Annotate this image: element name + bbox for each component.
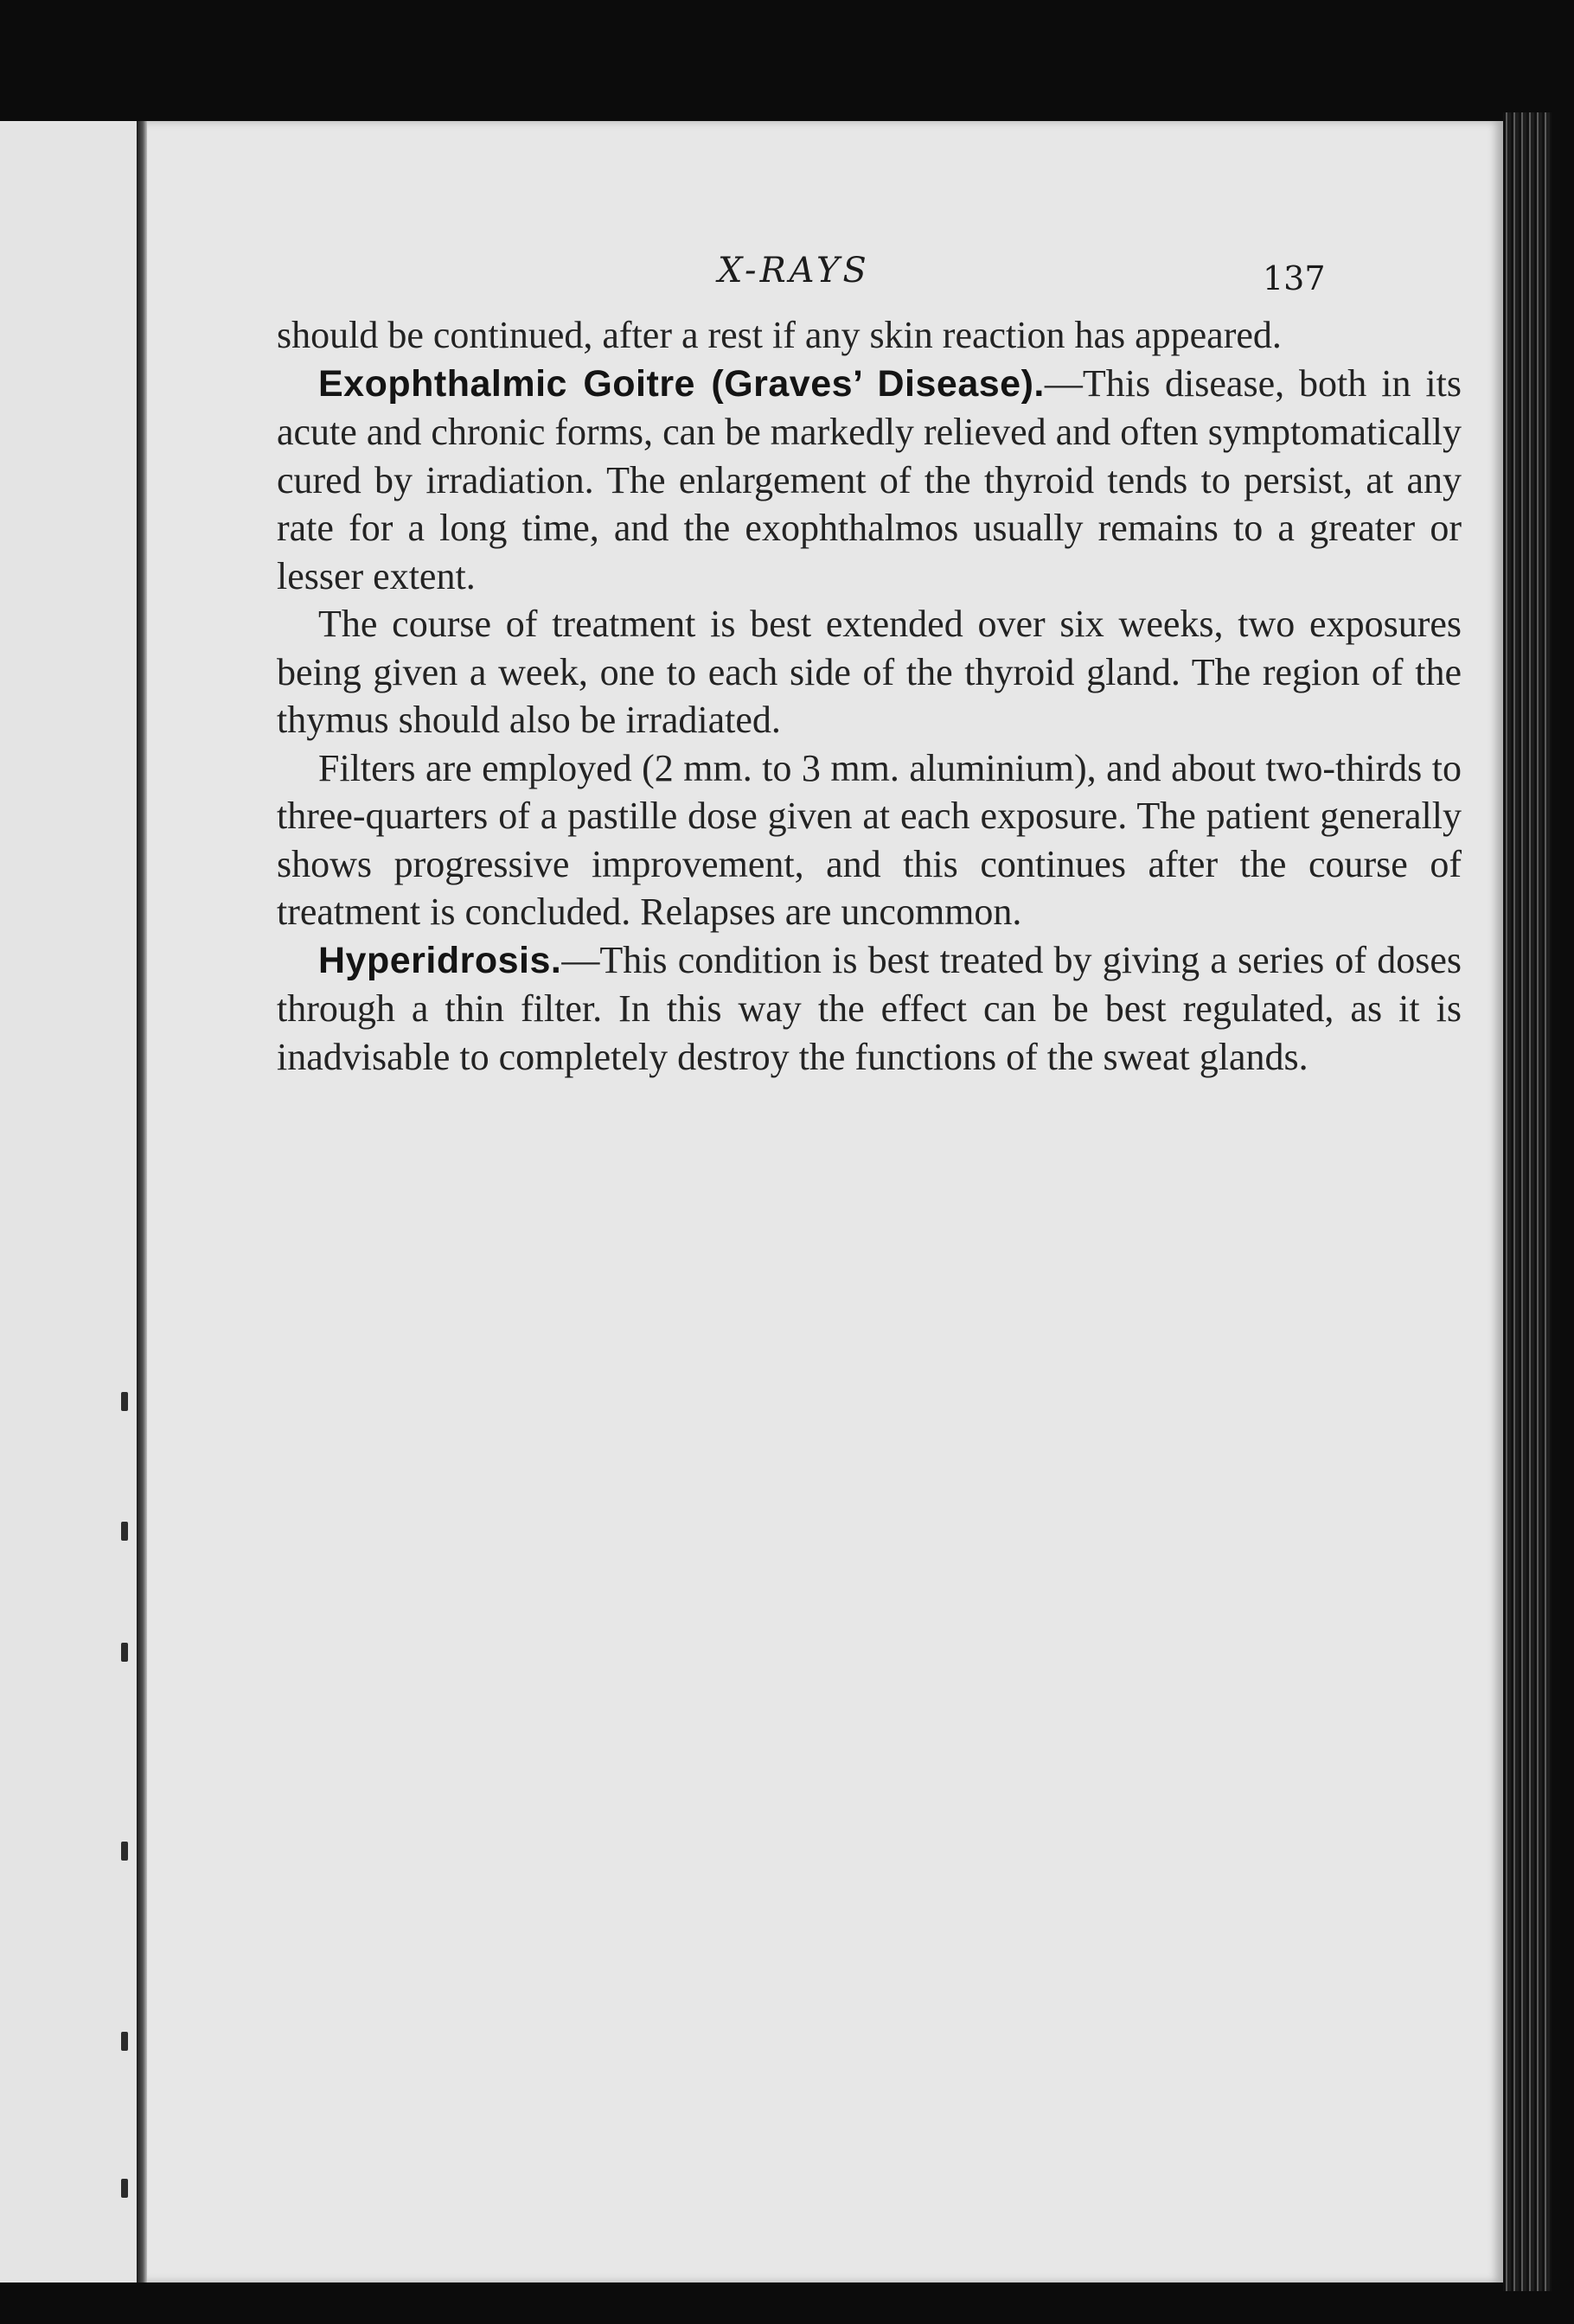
facing-page-text-fragment	[121, 2032, 128, 2051]
book-page	[147, 121, 1503, 2282]
paragraph-text: —This condition is best treated by giving a series of doses through a thin filter. In this way the effect can be best regulated, as it is inadvisable to completely destroy the functions of the sweat glands.	[277, 938, 1462, 1078]
facing-page-edge	[0, 121, 142, 2282]
facing-page-text-fragment	[121, 1522, 128, 1541]
paragraph-hyperidrosis	[277, 936, 1462, 1082]
book-page-edges	[1503, 112, 1552, 2291]
paragraph-exophthalmic-goitre	[277, 360, 1462, 601]
section-heading-exophthalmic-goitre: Exophthalmic Goitre (Graves’ Disease).	[318, 362, 1045, 405]
book-gutter	[137, 121, 147, 2282]
facing-page-text-fragment	[121, 1643, 128, 1662]
running-head: X-RAYS	[718, 251, 870, 290]
facing-page-text-fragment	[121, 2179, 128, 2198]
facing-page-text-fragment	[121, 1842, 128, 1861]
section-heading-hyperidrosis: Hyperidrosis.	[318, 939, 562, 981]
paragraph-text: should be continued, after a rest if any skin reaction has appeared.	[277, 314, 1282, 356]
paragraph-text: The course of treatment is best extended over six weeks, two exposures being given a week, one to each side of the thyroid gland. The region of the thymus should also be irradiated.	[277, 603, 1462, 741]
body-text	[277, 311, 1462, 1081]
facing-page-text-fragment	[121, 1392, 128, 1411]
paragraph-continuation	[277, 311, 1462, 360]
page-header	[147, 251, 1503, 303]
paragraph-text: Filters are employed (2 mm. to 3 mm. aluminium), and about two-thirds to three-quarters of a pastille dose given at each exposure. The patient generally shows progressive improvement, and this continues after the course of treatment is concluded. Relapses are uncommon.	[277, 746, 1462, 933]
paragraph-text: —This disease, both in its acute and chronic forms, can be markedly relieved and often symptomatically cured by irradiation. The enlargement of the thyroid tends to persist, at any rate for a long time, and the exophthalmos usually remains to a greater or lesser extent.	[277, 361, 1462, 597]
paragraph-course-of-treatment	[277, 600, 1462, 744]
paragraph-filters	[277, 744, 1462, 936]
page-number: 137	[1263, 259, 1326, 297]
